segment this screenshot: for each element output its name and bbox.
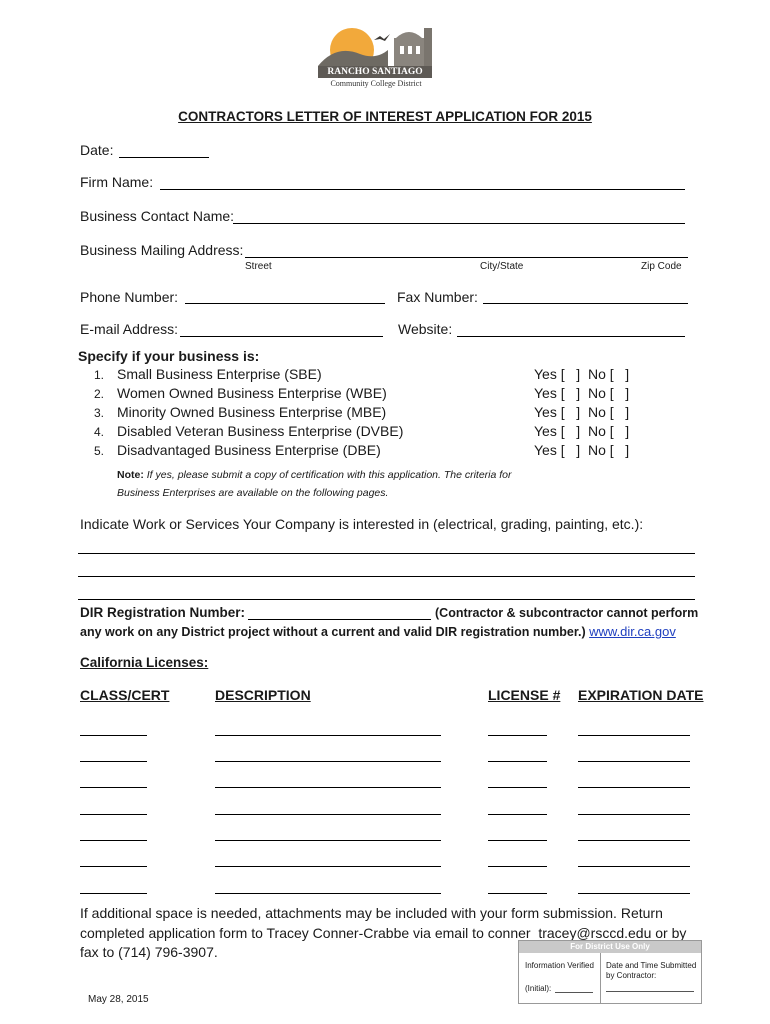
description-field[interactable] [215,735,441,736]
class-cert-field[interactable] [80,893,147,894]
business-type-heading: Specify if your business is: [78,348,260,364]
expiration-date-field[interactable] [578,787,690,788]
item-number: 3. [94,406,105,420]
item-label: Women Owned Business Enterprise (WBE) [117,385,387,401]
email-label: E-mail Address: [80,321,179,337]
item-number: 5. [94,444,105,458]
item-number: 1. [94,368,105,382]
class-cert-field[interactable] [80,787,147,788]
phone-label: Phone Number: [80,289,179,305]
col-expiration-date: EXPIRATION DATE [578,687,704,703]
col-description: DESCRIPTION [215,687,311,703]
dir-note-line2 [80,624,676,639]
yes-no-checkboxes[interactable]: Yes [ ] No [ ] [534,404,630,420]
zip-caption: Zip Code [641,261,682,272]
yes-no-checkboxes[interactable]: Yes [ ] No [ ] [534,423,630,439]
contact-name-label: Business Contact Name: [80,208,235,224]
description-field[interactable] [215,761,441,762]
initial-label: (Initial): [525,984,552,993]
info-verified-label: Information Verified [525,961,594,970]
logo [316,22,436,92]
work-line[interactable] [78,576,695,577]
description-field[interactable] [215,866,441,867]
item-label: Minority Owned Business Enterprise (MBE) [117,404,387,420]
date-label: Date: [80,142,114,158]
work-prompt: Indicate Work or Services Your Company is interested in (electrical, grading, painting, etc.): [80,516,644,532]
mailing-address-field[interactable] [245,257,688,258]
certification-note [117,469,512,481]
date-field[interactable] [119,157,209,158]
initial-field[interactable] [555,992,593,993]
dir-number-field[interactable] [248,619,431,620]
date-submitted-label: Date and Time Submitted [606,961,697,970]
revision-date: May 28, 2015 [88,994,149,1005]
instructions-line3: fax to (714) 796-3907. [80,944,218,960]
dir-label: DIR Registration Number: [80,605,246,620]
expiration-date-field[interactable] [578,761,690,762]
dir-link[interactable]: www.dir.ca.gov [589,624,676,639]
box-divider [600,953,601,1003]
note-line2: Business Enterprises are available on the following pages. [117,487,389,499]
logo-subtitle: Community College District [330,79,422,88]
license-number-field[interactable] [488,787,547,788]
expiration-date-field[interactable] [578,893,690,894]
item-label: Disabled Veteran Business Enterprise (DVBE) [117,423,404,439]
street-caption: Street [245,261,272,272]
instructions-line2: completed application form to Tracey Conner-Crabbe via email to conner_tracey@rsccd.edu or by [80,924,687,941]
description-field[interactable] [215,787,441,788]
class-cert-field[interactable] [80,814,147,815]
yes-no-checkboxes[interactable]: Yes [ ] No [ ] [534,385,630,401]
description-field[interactable] [215,840,441,841]
work-line[interactable] [78,553,695,554]
class-cert-field[interactable] [80,840,147,841]
class-cert-field[interactable] [80,761,147,762]
item-label: Small Business Enterprise (SBE) [117,366,322,382]
firm-name-field[interactable] [160,189,685,190]
expiration-date-field[interactable] [578,840,690,841]
district-use-header: For District Use Only [519,941,701,953]
license-number-field[interactable] [488,866,547,867]
form-title: CONTRACTORS LETTER OF INTEREST APPLICATION FOR 2015 [178,109,592,124]
yes-no-checkboxes[interactable]: Yes [ ] No [ ] [534,442,630,458]
work-line[interactable] [78,599,695,600]
license-number-field[interactable] [488,761,547,762]
fax-label: Fax Number: [397,289,478,305]
website-label: Website: [398,321,453,337]
note-label: Note: [117,469,144,481]
expiration-date-field[interactable] [578,866,690,867]
city-state-caption: City/State [480,261,524,272]
phone-field[interactable] [185,303,385,304]
district-logo-graphic [316,22,436,70]
expiration-date-field[interactable] [578,814,690,815]
item-number: 4. [94,425,105,439]
col-license-number: LICENSE # [488,687,561,703]
district-use-box [518,940,702,1004]
license-number-field[interactable] [488,735,547,736]
col-class-cert: CLASS/CERT [80,687,170,703]
license-number-field[interactable] [488,893,547,894]
mailing-address-label: Business Mailing Address: [80,242,244,258]
dir-note-text: any work on any District project without a current and valid DIR registration number.) [80,625,586,639]
instructions-line1: If additional space is needed, attachments may be included with your form submission. Return [80,905,663,921]
item-number: 2. [94,387,105,401]
license-number-field[interactable] [488,814,547,815]
yes-no-checkboxes[interactable]: Yes [ ] No [ ] [534,366,630,382]
date-submitted-label-2: by Contractor: [606,971,657,980]
fax-field[interactable] [483,303,688,304]
licenses-heading: California Licenses: [80,655,209,670]
class-cert-field[interactable] [80,866,147,867]
date-submitted-field[interactable] [606,991,694,992]
item-label: Disadvantaged Business Enterprise (DBE) [117,442,381,458]
description-field[interactable] [215,814,441,815]
description-field[interactable] [215,893,441,894]
logo-banner: RANCHO SANTIAGO [318,66,432,78]
website-field[interactable] [457,336,685,337]
license-number-field[interactable] [488,840,547,841]
firm-name-label: Firm Name: [80,174,154,190]
contact-name-field[interactable] [233,223,685,224]
expiration-date-field[interactable] [578,735,690,736]
dir-note-line1: (Contractor & subcontractor cannot perform [435,606,699,620]
note-line1: If yes, please submit a copy of certification with this application. The criteria for [146,469,512,481]
class-cert-field[interactable] [80,735,147,736]
email-field[interactable] [180,336,383,337]
